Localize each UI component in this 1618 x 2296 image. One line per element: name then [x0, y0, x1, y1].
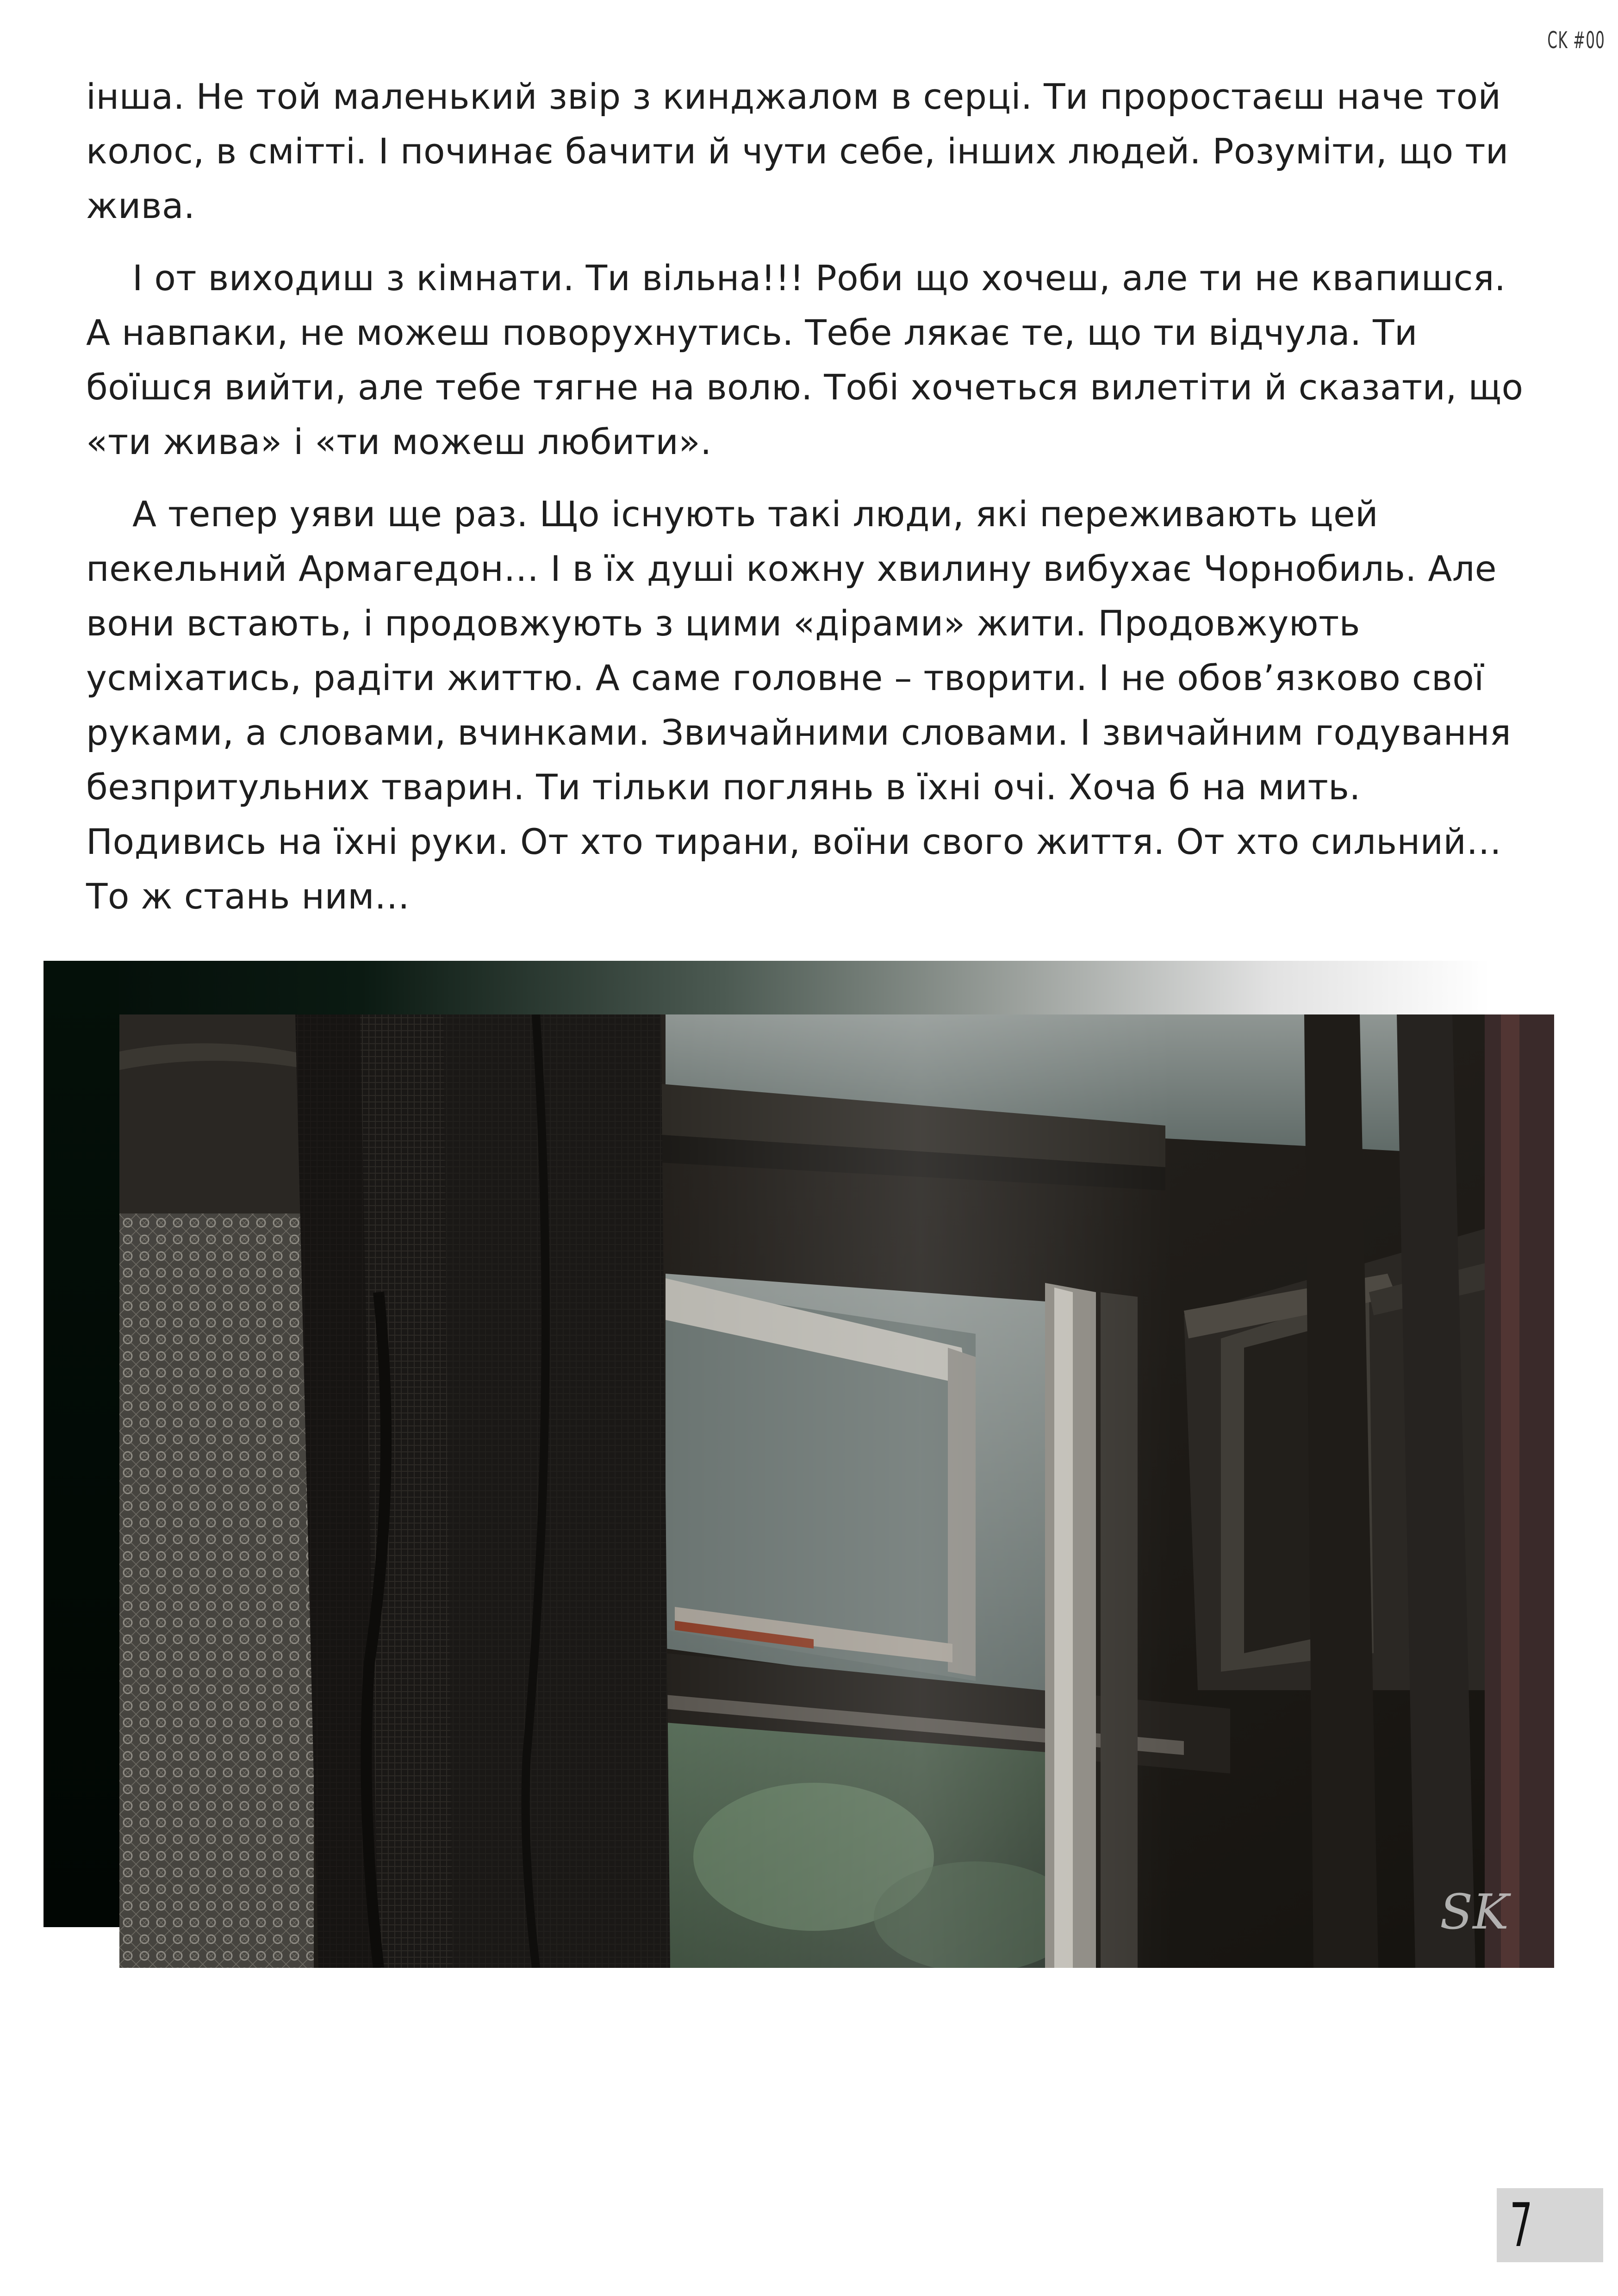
decorative-dark-block	[44, 961, 119, 1927]
window-photo	[119, 1014, 1554, 1968]
paragraph-1: інша. Не той маленький звір з кинджалом в серці. Ти проростаєш наче той колос, в смітті. І починає бачити й чути себе, інших людей. Розуміти, що ти жива.	[86, 76, 1509, 226]
issue-tag: CK #00	[1547, 27, 1605, 54]
paragraph-3: А тепер уяви ще раз. Що існують такі люди, які переживають цей пекельний Армагедон… І в їх душі кожну хвилину вибухає Чорнобиль. Але вони встають, і продовжують з цими «дірами» жити. Продовжують усміхатись, радіти життю. А саме головне – творити. І не обов’язково свої руками, а словами, вчинками. Звичайними словами. І звичайним годування безпритульних тварин. Ти тільки поглянь в їхні очі. Хоча б на мить. Подивись на їхні руки. От хто тирани, воїни свого життя. От хто сильний… То ж стань ним…	[86, 493, 1512, 917]
page-number-box	[1497, 2188, 1603, 2262]
photo-signature: SK	[1440, 1884, 1509, 1940]
article-body	[86, 69, 1525, 941]
decorative-gradient-band	[44, 961, 1490, 1014]
page-number: 7	[1510, 2190, 1533, 2260]
paragraph-2: І от виходиш з кімнати. Ти вільна!!! Роби що хочеш, але ти не квапишся. А навпаки, не можеш поворухнутись. Тебе лякає те, що ти відчула. Ти боїшся вийти, але тебе тягне на волю. Тобі хочеться вилетіти й сказати, що «ти жива» і «ти можеш любити».	[86, 257, 1524, 462]
window-photo-illustration	[119, 1014, 1554, 1968]
